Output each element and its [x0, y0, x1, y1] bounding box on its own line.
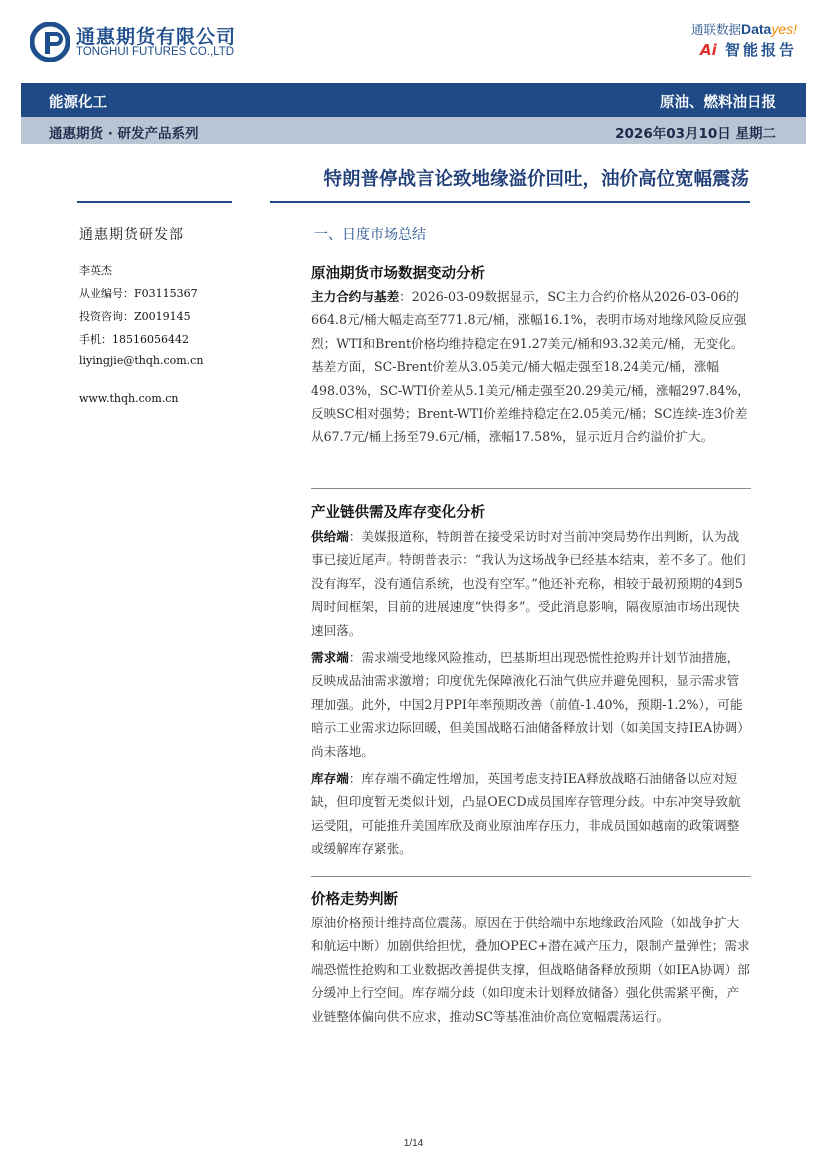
- ai-mark: Ai: [699, 41, 717, 59]
- analyst-phone: 手机：18516056442: [79, 333, 189, 346]
- analyst-name: 李英杰: [79, 264, 112, 277]
- separator: [311, 488, 751, 489]
- sidebar-rule: [77, 201, 232, 203]
- ai-report-text: 智能报告: [724, 41, 797, 59]
- category-left: 能源化工: [49, 95, 107, 111]
- text-contract-basis: ：2026-03-09数据显示，SC主力合约价格从2026-03-06的664.8元/桶大幅走高至771.8元/桶，涨幅16.1%，表明市场对地缘风险反应强烈；WTI和Brent价格均维持稳定在91.27美元/桶和93.32美元/桶，无变化。基差方面，SC-Brent价差从3.05美元/桶大幅走强至18.24美元/桶，涨幅498.03%，SC-WTI价差从5.1美元/桶走强至20.29美元/桶，涨幅297.84%，反映SC相对强势；Brent-WTI价差维持稳定在2.05美元/桶；SC连续-连3价差从67.7元/桶上扬至79.6元/桶，涨幅17.58%，显示近月合约溢价扩大。: [311, 289, 750, 445]
- company-website[interactable]: www.thqh.com.cn: [79, 392, 179, 405]
- label-supply: 供给端: [311, 529, 349, 544]
- company-name-en: TONGHUI FUTURES CO.,LTD: [76, 46, 235, 58]
- label-demand: 需求端: [311, 650, 349, 665]
- separator: [311, 876, 751, 877]
- research-dept: 通惠期货研发部: [79, 227, 184, 243]
- series-name: 通惠期货 · 研发产品系列: [49, 126, 199, 142]
- datayes-logo: [691, 20, 797, 38]
- page-number: 1/14: [403, 1138, 424, 1149]
- subheading-supply-demand: 产业链供需及库存变化分析: [311, 505, 485, 521]
- company-logo-icon: [30, 22, 70, 62]
- ai-report-logo: [700, 39, 797, 60]
- report-title: 特朗普停战言论致地缘溢价回吐，油价高位宽幅震荡: [323, 169, 749, 190]
- series-bar: [21, 117, 806, 144]
- datayes-prefix: 通联数据: [690, 23, 741, 37]
- text-supply: ：美媒报道称，特朗普在接受采访时对当前冲突局势作出判断，认为战事已接近尾声。特朗普表示：“我认为这场战争已经基本结束，差不多了。他们没有海军，没有通信系统，也没有空军。”他还补充称，相较于最初预期的4到5周时间框架，目前的进展速度“快得多”。受此消息影响，隔夜原油市场出现快速回落。: [311, 529, 746, 638]
- analyst-email[interactable]: liyingjie@thqh.com.cn: [79, 354, 204, 367]
- title-rule: [270, 201, 750, 203]
- text-inventory: ：库存端不确定性增加，英国考虑支持IEA释放战略石油储备以应对短缺，但印度暂无类似计划，凸显OECD成员国库存管理分歧。中东冲突导致航运受阻，可能推升美国库欣及商业原油库存压力，非成员国如越南的政策调整或缓解库存紧张。: [311, 771, 741, 857]
- label-inventory: 库存端: [311, 771, 349, 786]
- consult-license: 投资咨询：Z0019145: [79, 310, 191, 323]
- subheading-price-outlook: 价格走势判断: [311, 892, 398, 908]
- paragraph-supply: [311, 525, 751, 642]
- text-demand: ：需求端受地缘风险推动，巴基斯坦出现恐慌性抢购并计划节油措施，反映成品油需求激增；印度优先保障液化石油气供应并避免囤积，显示需求管理加强。此外，中国2月PPI年率预期改善（前值-1.40%，预期-1.2%），可能暗示工业需求边际回暖，但美国战略石油储备释放计划（如美国支持IEA协调）尚未落地。: [311, 650, 750, 759]
- paragraph-demand: [311, 646, 751, 763]
- subheading-price-data: 原油期货市场数据变动分析: [311, 266, 485, 282]
- section-title: 一、日度市场总结: [314, 227, 426, 243]
- category-bar: [21, 83, 806, 117]
- paragraph-price-outlook: 原油价格预计维持高位震荡。原因在于供给端中东地缘政治风险（如战争扩大和航运中断）加剧供给担忧，叠加OPEC+潜在减产压力，限制产量弹性；需求端恐慌性抢购和工业数据改善提供支撑，但战略储备释放预期（如IEA协调）部分缓冲上行空间。库存端分歧（如印度未计划释放储备）强化供需紧平衡，产业链整体偏向供不应求，推动SC等基准油价高位宽幅震荡运行。: [311, 915, 750, 1024]
- company-name-cn: 通惠期货有限公司: [76, 26, 237, 48]
- datayes-brand: Data: [740, 21, 772, 37]
- report-date: 2026年03月10日 星期二: [615, 126, 776, 142]
- paragraph-contract-basis: [311, 285, 751, 449]
- paragraph-inventory: [311, 767, 751, 861]
- license-number: 从业编号：F03115367: [79, 287, 198, 300]
- report-type: 原油、燃料油日报: [660, 95, 776, 111]
- datayes-suffix: yes!: [771, 21, 797, 37]
- label-contract-basis: 主力合约与基差: [311, 289, 400, 304]
